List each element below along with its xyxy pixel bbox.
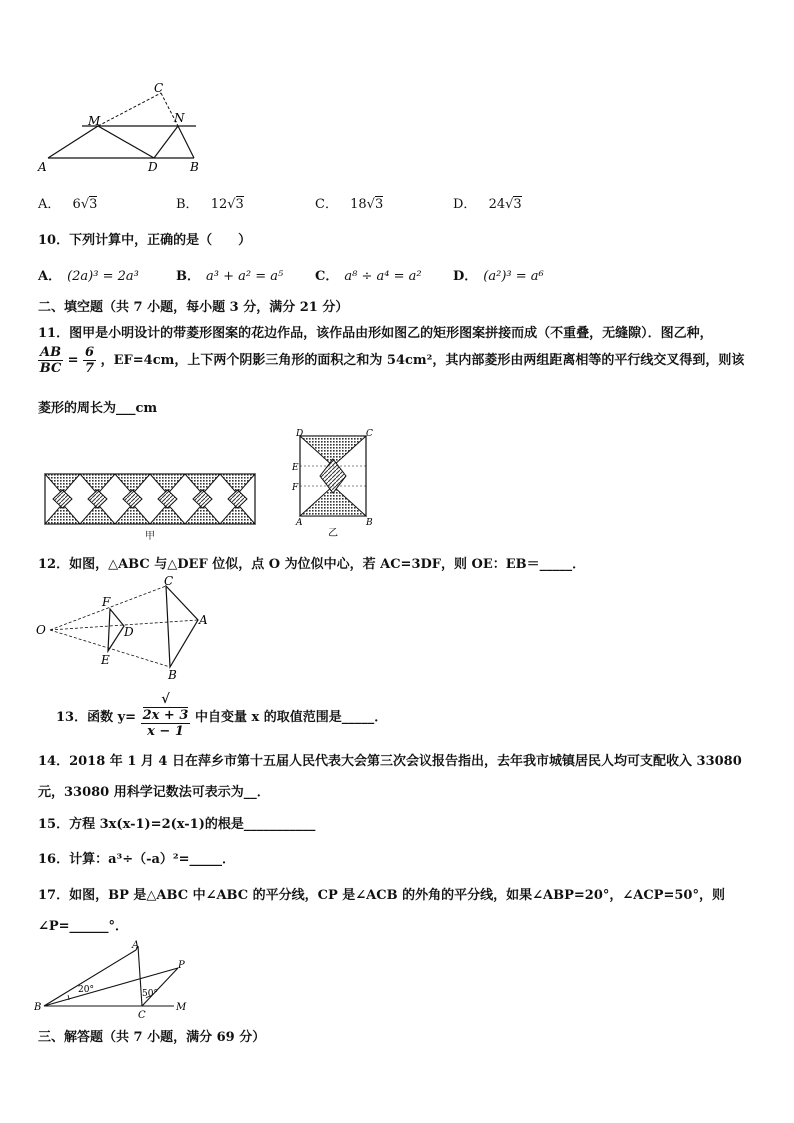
label-D: D [148,160,158,174]
yi-label-C: C [366,429,373,439]
q11-figure-yi [288,426,380,540]
yi-label-B: B [366,518,373,528]
q12-label-B: B [168,668,177,682]
label-C: C [154,81,164,95]
q11-figure-jia [44,470,258,530]
q11-caption-yi: 乙 [328,528,338,539]
label-B: B [190,160,199,174]
q12-label-O: O [36,623,46,637]
q17-label-A: A [132,940,140,951]
q11-line1: 11．图甲是小明设计的带菱形图案的花边作品，该作品由形如图乙的矩形图案拼接而成（不重叠，无缝隙）．图乙种， [38,326,713,341]
q9-figure [36,78,206,178]
q12-label-C: C [164,574,174,588]
section-3-heading: 三、解答题（共 7 小题，满分 69 分） [38,1030,266,1045]
yi-label-E: E [292,463,299,473]
q12-label-E: E [101,653,110,667]
q12-figure [34,572,214,682]
q13-fraction: √ 2x + 3 x − 1 [142,692,189,739]
q12-label-F: F [102,595,111,609]
q14-line2: 元，33080 用科学记数法可表示为__． [38,785,270,800]
q17-line2: ∠P=______°． [38,919,129,934]
q9-option-c: C． 18√3 [315,197,384,212]
q17-angle-50: 50° [142,989,158,999]
q17-angle-20: 20° [78,985,94,995]
label-A: A [38,160,47,174]
q9-option-a: A． 6√3 [38,197,98,212]
q17-figure [34,938,194,1020]
label-M: M [88,114,101,128]
q11-fraction-value: $\frac{6}{7}$ [85,345,95,376]
q17-label-P: P [178,960,185,971]
q10-option-d: D． (a²)³ = a⁶ [453,269,544,284]
label-N: N [174,111,185,125]
q9-option-b: B． 12√3 [176,197,244,212]
q9-option-d: D． 24√3 [453,197,522,212]
q15-text: 15．方程 3x(x-1)=2(x-1)的根是___________ [38,817,316,832]
q10-option-c: C． a⁸ ÷ a⁴ = a² [315,269,422,284]
q16-text: 16．计算：a³÷（-a）²=_____． [38,852,236,867]
q17-label-B: B [34,1002,42,1013]
yi-label-F: F [292,483,299,493]
q12-label-A: A [199,613,208,627]
q11-fraction-ab-bc: $\frac{AB}{BC}$ [39,345,62,376]
q12-text: 12．如图，△ABC 与△DEF 位似，点 O 为位似中心，若 AC=3DF，则 OE：EB＝_____． [38,557,586,572]
q14-line1: 14．2018 年 1 月 4 日在萍乡市第十五届人民代表大会第三次会议报告指出，去年我市城镇居民人均可支配收入 33080 [38,754,742,769]
yi-label-D: D [296,429,304,439]
q17-label-M: M [176,1002,187,1013]
q11-line2: $\frac{AB}{BC}$ = $\frac{6}{7}$ ，EF=4cm，上下两个阴影三角形的面积之和为 54cm²，其内部菱形由两组距离相等的平行线交叉得到，则该 [39,345,745,376]
q10-stem: 10．下列计算中，正确的是（ ） [38,233,252,248]
q11-line3: 菱形的周长为___cm [38,401,158,416]
q17-line1: 17．如图，BP 是△ABC 中∠ABC 的平分线，CP 是∠ACB 的外角的平分线，如果∠ABP=20°，∠ACP=50°，则 [38,888,725,903]
q11-caption-jia: 甲 [145,531,155,542]
q10-option-b: B． a³ + a² = a⁵ [176,269,284,284]
q13-line: 13．函数 y= √ 2x + 3 x − 1 中自变量 x 的取值范围是_____． [56,692,388,739]
yi-label-A: A [296,518,303,528]
q12-label-D: D [124,625,134,639]
q10-option-a: A． (2a)³ = 2a³ [38,269,139,284]
section-2-heading: 二、填空题（共 7 小题，每小题 3 分，满分 21 分） [38,300,349,315]
q17-label-C: C [138,1010,146,1020]
